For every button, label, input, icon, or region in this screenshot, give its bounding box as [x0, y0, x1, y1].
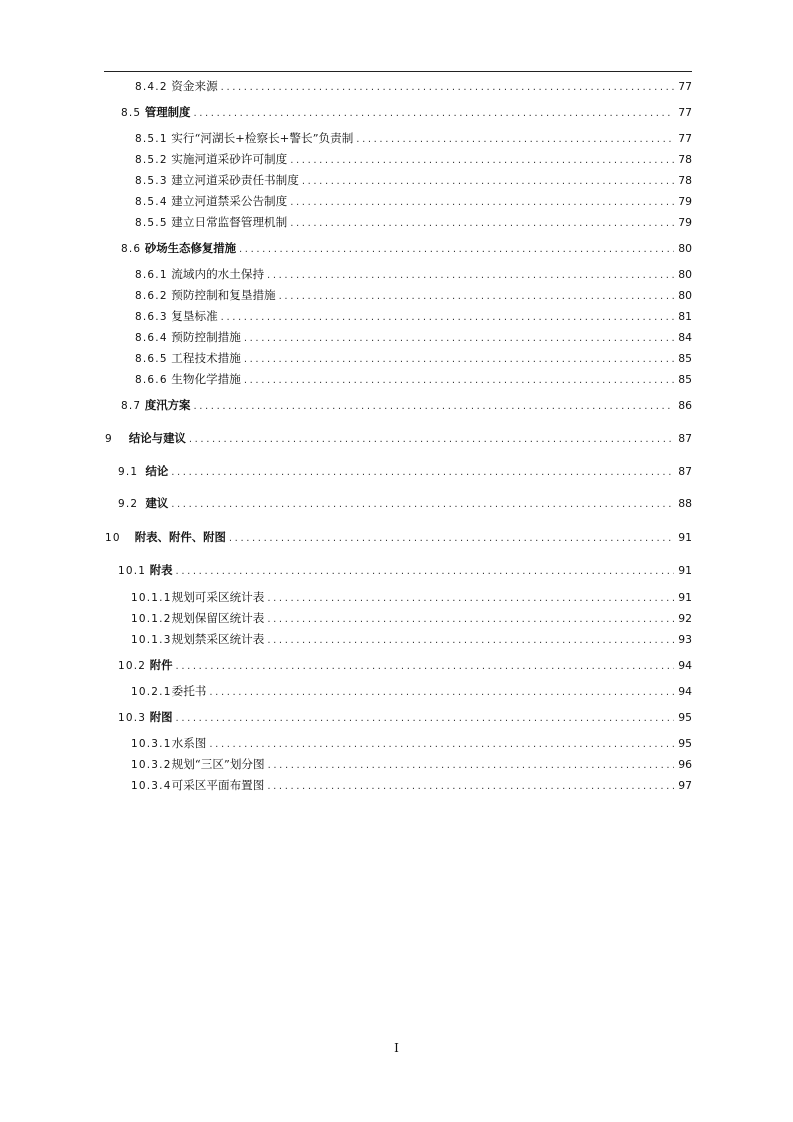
toc-entry[interactable] — [135, 328, 692, 346]
toc-leader — [176, 710, 675, 728]
toc-page-number: 77 — [678, 106, 692, 119]
toc-leader — [244, 351, 674, 369]
toc-title: 管理制度 — [144, 105, 191, 119]
toc-entry[interactable] — [118, 708, 692, 726]
toc-number: 8.5.2 — [135, 154, 168, 166]
toc-leader — [267, 267, 674, 285]
toc-page-number: 96 — [678, 758, 692, 771]
toc-title: 规划“三区”划分图 — [171, 757, 265, 771]
toc-page-number: 91 — [678, 564, 692, 577]
toc-leader — [221, 309, 675, 327]
toc-number: 10.1.3 — [131, 634, 172, 646]
toc-number: 8.7 — [121, 400, 142, 412]
toc-number: 8.6.2 — [135, 290, 168, 302]
toc-title: 附表 — [149, 563, 173, 577]
toc-number: 8.6.6 — [135, 374, 168, 386]
toc-number: 10.2 — [118, 660, 147, 672]
toc-page-number: 95 — [678, 711, 692, 724]
toc-leader — [193, 105, 674, 123]
toc-leader — [290, 152, 674, 170]
toc-entry[interactable] — [135, 150, 692, 168]
toc-page-number: 87 — [678, 465, 692, 478]
toc-leader — [171, 464, 674, 482]
toc-number: 8.5.3 — [135, 175, 168, 187]
toc-leader — [267, 590, 674, 608]
toc-page-number: 80 — [678, 289, 692, 302]
footer-page-number: I — [394, 1041, 399, 1055]
toc-entry[interactable] — [135, 77, 692, 95]
toc-entry[interactable] — [131, 776, 692, 794]
toc-page-number: 92 — [678, 612, 692, 625]
toc-entry[interactable] — [131, 755, 692, 773]
toc-page-number: 94 — [678, 659, 692, 672]
toc-page-number: 97 — [678, 779, 692, 792]
toc-leader — [279, 288, 675, 306]
toc-number: 8.6.5 — [135, 353, 168, 365]
toc-title: 预防控制措施 — [171, 330, 241, 344]
toc-title: 建立河道采砂责任书制度 — [171, 173, 299, 187]
toc-leader — [290, 194, 674, 212]
toc-title: 建立日常监督管理机制 — [171, 215, 288, 229]
toc-leader — [221, 79, 675, 97]
toc-page-number: 91 — [678, 531, 692, 544]
toc-page-number: 95 — [678, 737, 692, 750]
toc-leader — [267, 611, 674, 629]
toc-entry[interactable] — [135, 171, 692, 189]
toc-entry[interactable] — [131, 682, 692, 700]
toc-page-number: 85 — [678, 373, 692, 386]
toc-title: 生物化学措施 — [171, 372, 241, 386]
toc-title: 复垦标准 — [171, 309, 218, 323]
toc-entry[interactable] — [131, 609, 692, 627]
toc-title: 规划可采区统计表 — [171, 590, 265, 604]
toc-number: 8.6.1 — [135, 269, 168, 281]
toc-number: 10.2.1 — [131, 686, 172, 698]
toc-title: 砂场生态修复措施 — [144, 241, 237, 255]
toc-page-number: 91 — [678, 591, 692, 604]
toc-page-number: 88 — [678, 497, 692, 510]
toc-entry[interactable] — [135, 349, 692, 367]
toc-entry[interactable] — [118, 494, 692, 512]
toc-number: 10.3.4 — [131, 780, 172, 792]
toc-leader — [268, 757, 675, 775]
toc-entry[interactable] — [118, 462, 692, 480]
toc-leader — [193, 398, 674, 416]
toc-number: 10.1.1 — [131, 592, 172, 604]
toc-leader — [267, 778, 674, 796]
toc-title: 度汛方案 — [144, 398, 191, 412]
toc-title: 委托书 — [171, 684, 207, 698]
toc-page-number: 78 — [678, 174, 692, 187]
toc-entry[interactable] — [121, 396, 692, 414]
toc-title: 资金来源 — [171, 79, 218, 93]
toc-number: 8.5.1 — [135, 133, 168, 145]
toc-page-number: 85 — [678, 352, 692, 365]
toc-number: 9.1 — [118, 466, 139, 478]
toc-title: 实施河道采砂许可制度 — [171, 152, 288, 166]
toc-leader — [244, 372, 674, 390]
toc-title: 结论与建议 — [128, 431, 186, 445]
toc-entry[interactable] — [135, 129, 692, 147]
toc-number: 10.3.2 — [131, 759, 172, 771]
toc-leader — [267, 632, 674, 650]
toc-number: 9 — [105, 433, 113, 445]
header-rule — [104, 71, 692, 72]
toc-title: 可采区平面布置图 — [171, 778, 265, 792]
toc-entry[interactable] — [105, 528, 692, 546]
toc-number: 8.5.4 — [135, 196, 168, 208]
toc-title: 水系图 — [171, 736, 207, 750]
toc-number: 10.1 — [118, 565, 147, 577]
toc-page-number: 93 — [678, 633, 692, 646]
toc-page-number: 94 — [678, 685, 692, 698]
toc-page-number: 80 — [678, 268, 692, 281]
toc-title: 规划禁采区统计表 — [171, 632, 265, 646]
toc-title: 附件 — [149, 658, 173, 672]
toc-page-number: 77 — [678, 132, 692, 145]
toc-leader — [176, 658, 675, 676]
toc-title: 规划保留区统计表 — [171, 611, 265, 625]
toc-number: 8.6 — [121, 243, 142, 255]
toc-page-number: 87 — [678, 432, 692, 445]
toc-number: 9.2 — [118, 498, 139, 510]
toc-title: 结论 — [145, 464, 169, 478]
toc-leader — [244, 330, 674, 348]
toc-page-number: 79 — [678, 216, 692, 229]
toc-page-number: 77 — [678, 80, 692, 93]
toc-page-number: 80 — [678, 242, 692, 255]
toc-entry[interactable] — [135, 213, 692, 231]
toc-leader — [189, 431, 674, 449]
toc-title: 实行“河湖长+检察长+警长”负责制 — [171, 131, 354, 145]
toc-entry[interactable] — [118, 656, 692, 674]
toc-title: 工程技术措施 — [171, 351, 241, 365]
toc-leader — [176, 563, 675, 581]
toc-entry[interactable] — [135, 192, 692, 210]
toc-page-number: 84 — [678, 331, 692, 344]
toc-leader — [356, 131, 674, 149]
toc-number: 10 — [105, 532, 121, 544]
toc-entry[interactable] — [135, 307, 692, 325]
toc-number: 8.4.2 — [135, 81, 168, 93]
toc-leader — [239, 241, 674, 259]
toc-entry[interactable] — [118, 561, 692, 579]
toc-number: 10.3.1 — [131, 738, 172, 750]
toc-page-number: 78 — [678, 153, 692, 166]
toc-page-number: 81 — [678, 310, 692, 323]
toc-title: 建立河道禁采公告制度 — [171, 194, 288, 208]
toc-entry[interactable] — [131, 588, 692, 606]
toc-leader — [290, 215, 674, 233]
toc-title: 流域内的水土保持 — [171, 267, 265, 281]
toc-number: 8.5 — [121, 107, 142, 119]
toc-leader — [209, 684, 674, 702]
toc-title: 预防控制和复垦措施 — [171, 288, 276, 302]
toc-entry[interactable] — [121, 103, 692, 121]
toc-entry[interactable] — [131, 630, 692, 648]
toc-title: 附表、附件、附图 — [134, 530, 226, 544]
toc-entry[interactable] — [121, 239, 692, 257]
toc-number: 8.6.4 — [135, 332, 168, 344]
toc-page-number: 79 — [678, 195, 692, 208]
toc-entry[interactable] — [135, 265, 692, 283]
toc-number: 8.6.3 — [135, 311, 168, 323]
toc-leader — [302, 173, 674, 191]
toc-entry[interactable] — [135, 370, 692, 388]
toc-entry[interactable] — [105, 429, 692, 447]
toc-entry[interactable] — [135, 286, 692, 304]
toc-leader — [171, 496, 674, 514]
toc-leader — [209, 736, 674, 754]
toc-entry[interactable] — [131, 734, 692, 752]
toc-page-number: 86 — [678, 399, 692, 412]
toc-number: 8.5.5 — [135, 217, 168, 229]
toc-title: 附图 — [149, 710, 173, 724]
toc-number: 10.1.2 — [131, 613, 172, 625]
toc-leader — [229, 530, 674, 548]
toc-title: 建议 — [145, 496, 169, 510]
toc-number: 10.3 — [118, 712, 147, 724]
